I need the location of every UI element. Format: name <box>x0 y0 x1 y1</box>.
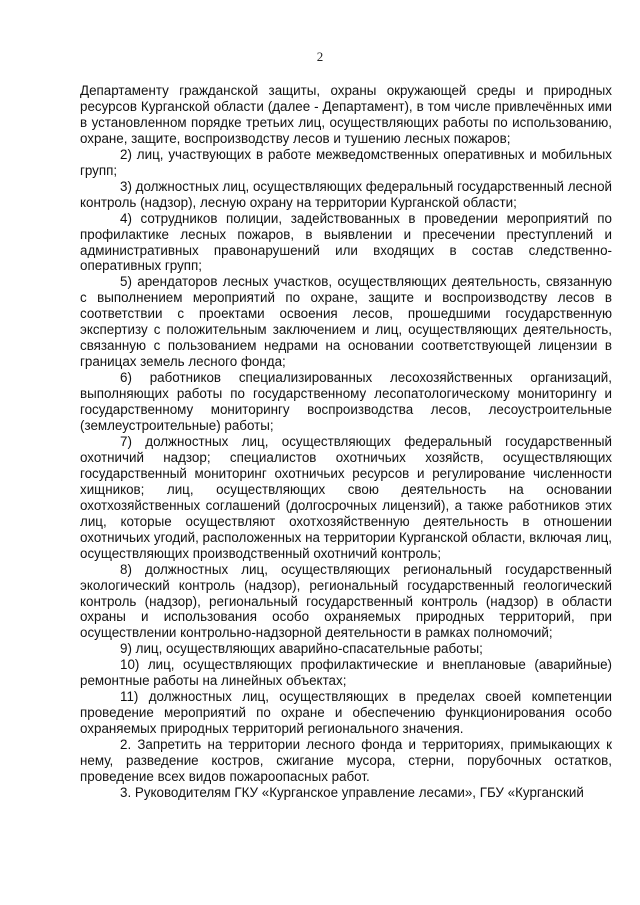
paragraph: 3) должностных лиц, осуществляющих федеральный государственный лесной контроль (надзор), лесную охрану на территории Курганской области; <box>80 178 612 210</box>
paragraph: 2) лиц, участвующих в работе межведомственных оперативных и мобильных групп; <box>80 146 612 178</box>
paragraph: 5) арендаторов лесных участков, осуществляющих деятельность, связанную с выполнением мероприятий по охране, защите и воспроизводству лесов в соответствии с проектами освоения лесов, прошедшими государственную экспертизу с положительным заключением и лиц, осуществляющих деятельность, связанную с пользованием недрами на основании соответствующей лицензии в границах земель лесного фонда; <box>80 274 612 370</box>
page-number: 2 <box>316 49 324 64</box>
document-body <box>80 83 612 801</box>
paragraph: 9) лиц, осуществляющих аварийно-спасательные работы; <box>120 641 483 657</box>
paragraph: 10) лиц, осуществляющих профилактические и внеплановые (аварийные) ремонтные работы на линейных объектах; <box>80 657 612 689</box>
paragraph: 2. Запретить на территории лесного фонда и территориях, примыкающих к нему, разведение костров, сжигание мусора, стерни, порубочных остатков, проведение всех видов пожароопасных работ. <box>80 737 612 784</box>
paragraph: 8) должностных лиц, осуществляющих региональный государственный экологический контроль (надзор), региональный государственный геологический контроль (надзор), региональный государственный контроль (надзор) в области охраны и использования особо охраняемых природных территорий, при осуществлении контрольно-надзорной деятельности в рамках полномочий; <box>80 561 612 641</box>
paragraph: 11) должностных лиц, осуществляющих в пределах своей компетенции проведение мероприятий по охране и обеспечению функционирования особо охраняемых природных территорий регионального значения. <box>80 689 612 737</box>
paragraph: 4) сотрудников полиции, задействованных в проведении мероприятий по профилактике лесных пожаров, в выявлении и пресечении преступлений и административных правонарушений или входящих в состав следственно-оперативных групп; <box>80 210 612 274</box>
paragraph: 3. Руководителям ГКУ «Курганское управление лесами», ГБУ «Курганский <box>120 784 584 800</box>
paragraph: Департаменту гражданской защиты, охраны окружающей среды и природных ресурсов Курганской области (далее - Департамент), в том числе привлечённых ими в установленном порядке третьих лиц, осуществляющих работы по использованию, охране, защите, воспроизводству лесов и тушению лесных пожаров; <box>80 83 612 146</box>
paragraph: 7) должностных лиц, осуществляющих федеральный государственный охотничий надзор; специалистов охотничьих хозяйств, осуществляющих государственный мониторинг охотничьих ресурсов и регулирование численности хищников; лиц, осуществляющих свою деятельность на основании охотхозяйственных соглашений (долгосрочных лицензий), а также работников этих лиц, которые осуществляют охотхозяйственную деятельность в отношении охотничьих угодий, расположенных на территории Курганской области, включая лиц, осуществляющих производственный охотничий контроль; <box>80 433 612 561</box>
paragraph: 6) работников специализированных лесохозяйственных организаций, выполняющих работы по государственному лесопатологическому мониторингу и государственному мониторингу воспроизводства лесов, лесоустроительные (землеустроительные) работы; <box>80 370 612 434</box>
